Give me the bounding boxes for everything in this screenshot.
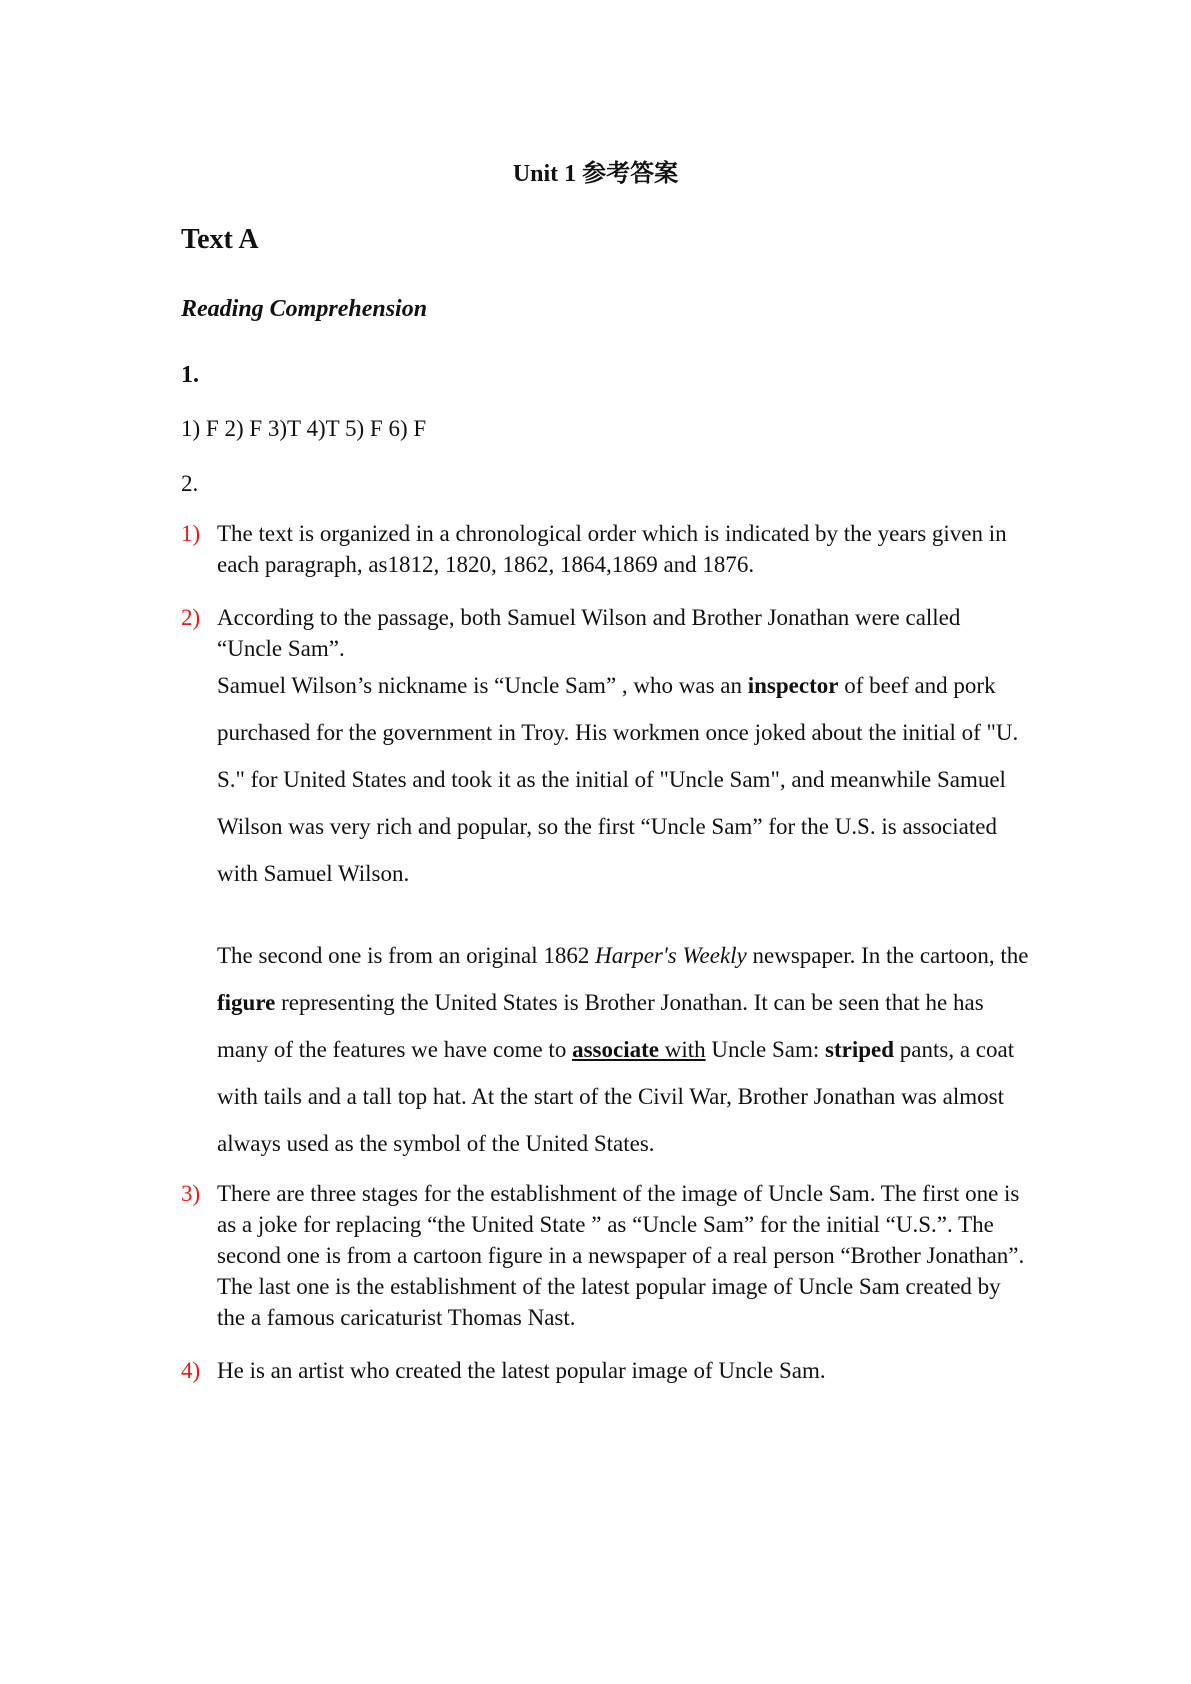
answer-text: The text is organized in a chronological order which is indicated by the years given in each paragraph, as1812, 1820, 1862, 1864,1869 and 1876. xyxy=(217,521,1007,577)
answer-text: He is an artist who created the latest popular image of Uncle Sam. xyxy=(217,1358,826,1383)
bold-term-inspector: inspector xyxy=(747,673,839,698)
subsection-title: Reading Comprehension xyxy=(181,296,428,322)
answer-text: There are three stages for the establishment of the image of Uncle Sam. The first one is as a joke for replacing “the United State ” as “Uncle Sam” for the initial “U.S.”. The second one is from a cartoon figure in a newspaper of a real person “Brother Jonathan”. The last one is the establishment of the latest popular image of Uncle Sam created by the a famous caricaturist Thomas Nast. xyxy=(217,1181,1025,1330)
question-1-answers: 1) F 2) F 3)T 4)T 5) F 6) F xyxy=(181,416,427,441)
italic-title-harpers-weekly: Harper's Weekly xyxy=(595,943,747,968)
document-title: Unit 1 参考答案 xyxy=(512,161,679,187)
list-number: 2) xyxy=(181,605,201,630)
answer-item-3 xyxy=(181,1178,1031,1333)
paragraph-text: The second one is from an original 1862 xyxy=(217,943,596,968)
section-title: Text A xyxy=(181,224,259,255)
answer-item-4 xyxy=(181,1355,1031,1386)
bold-term-associate: associate xyxy=(572,1037,659,1062)
paragraph-text: of beef and pork purchased for the government in Troy. His workmen once joked about the initial of "U. S." for United States and took it as the initial of "Uncle Sam", and meanwhile Samuel Wilson was very rich and popular, so the first “Uncle Sam” for the U.S. is associated with Samuel Wilson. xyxy=(217,673,1019,886)
question-1-label: 1. xyxy=(181,362,199,388)
answer-item-1 xyxy=(181,518,1031,580)
list-number: 4) xyxy=(181,1358,201,1383)
paragraph-text: Uncle Sam: xyxy=(705,1037,826,1062)
paragraph-text: pants, a coat with tails and a tall top hat. At the start of the Civil War, Brother Jonathan was almost always used as the symbol of the United States. xyxy=(217,1037,1015,1156)
paragraph-text: Samuel Wilson’s nickname is “Uncle Sam” , who was an xyxy=(217,673,748,698)
bold-term-striped: striped xyxy=(825,1037,895,1062)
list-number: 3) xyxy=(181,1181,201,1206)
answer-text: According to the passage, both Samuel Wilson and Brother Jonathan were called “Uncle Sam”. xyxy=(217,605,961,661)
question-2-label: 2. xyxy=(181,471,199,496)
underlined-term-with: with xyxy=(658,1037,706,1062)
answer-item-2 xyxy=(181,602,1031,664)
list-number: 1) xyxy=(181,521,201,546)
paragraph-text: newspaper. In the cartoon, the xyxy=(746,943,1029,968)
bold-term-figure: figure xyxy=(217,990,276,1015)
paragraph-text: representing the United States is Brother Jonathan. It can be seen that he has many of the features we have come to xyxy=(217,990,984,1062)
explanation-paragraph-2 xyxy=(217,932,1031,1167)
explanation-paragraph-1 xyxy=(217,662,1031,897)
